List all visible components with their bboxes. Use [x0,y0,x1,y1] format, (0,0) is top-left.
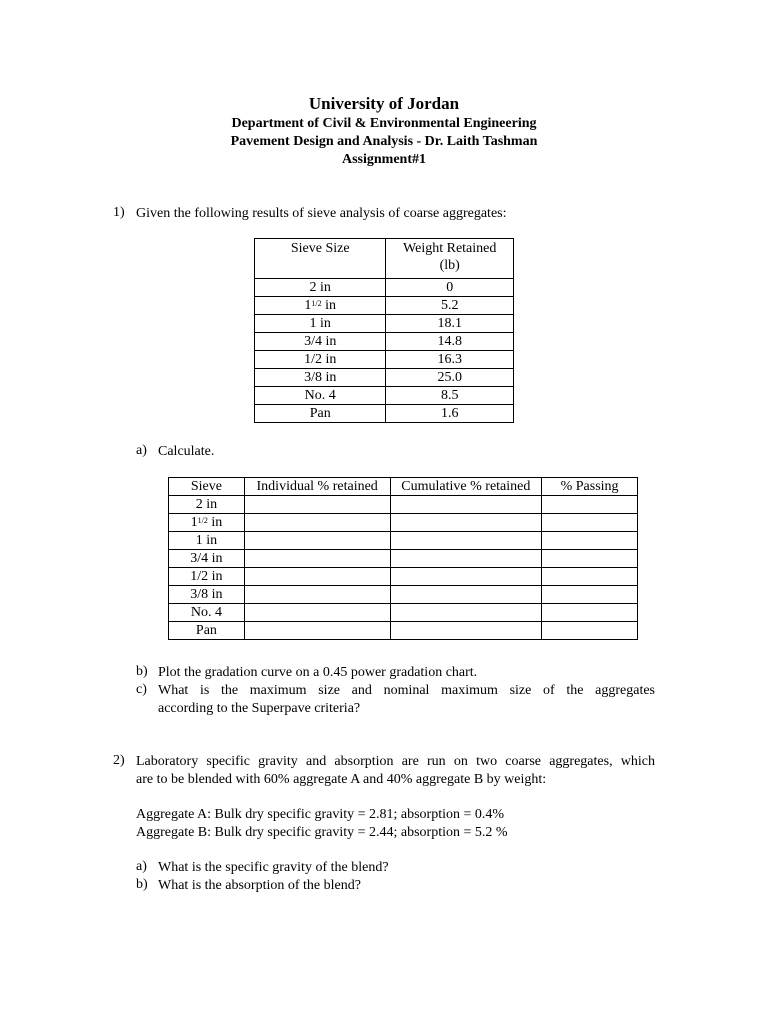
empty-cell [244,568,390,586]
sieve-cell: 1 in [169,532,245,550]
empty-cell [542,514,638,532]
sieve-cell: 2 in [255,279,386,297]
sieve-cell: 1/2 in [255,351,386,369]
empty-cell [542,532,638,550]
table-row [169,586,638,604]
empty-cell [542,586,638,604]
question-2-line-2: are to be blended with 60% aggregate A and 40% aggregate B by weight: [136,772,547,787]
table-row [169,622,638,640]
empty-cell [390,586,542,604]
aggregate-b-text: Aggregate B: Bulk dry specific gravity = 2.44; absorption = 5.2 % [136,825,508,840]
weight-cell: 14.8 [386,333,514,351]
weight-cell: 25.0 [386,369,514,387]
sieve-weight-table [254,238,514,423]
empty-cell [244,604,390,622]
course-heading: Pavement Design and Analysis - Dr. Laith Tashman [230,134,538,149]
table-row [255,315,514,333]
sieve-cell [255,297,386,315]
table-header-row [169,478,638,496]
table-row [255,279,514,297]
q2-part-a-label: a) [136,859,147,874]
sieve-cell: 2 in [169,496,245,514]
department-heading: Department of Civil & Environmental Engineering [231,116,537,131]
question-2-line-1: Laboratory specific gravity and absorption are run on two coarse aggregates, which [136,754,655,769]
question-1-text: Given the following results of sieve analysis of coarse aggregates: [136,206,507,221]
header-sieve: Sieve [169,478,245,496]
table-row [255,369,514,387]
table-row [255,297,514,315]
question-1-number: 1) [113,205,125,220]
sieve-main: 1 [304,298,312,313]
part-b-text: Plot the gradation curve on a 0.45 power gradation chart. [158,665,478,680]
sieve-main: 1 [190,515,198,530]
q2-part-a-text: What is the specific gravity of the blend? [158,860,389,875]
part-c-label: c) [136,682,147,697]
table-row [255,333,514,351]
empty-cell [390,622,542,640]
university-title: University of Jordan [308,94,460,113]
q2-part-b-text: What is the absorption of the blend? [158,878,361,893]
empty-cell [542,622,638,640]
empty-cell [390,514,542,532]
calculation-table [168,477,638,640]
sieve-unit: in [207,515,223,530]
assignment-heading: Assignment#1 [341,152,426,167]
aggregate-a-text: Aggregate A: Bulk dry specific gravity = 2.81; absorption = 0.4% [136,807,505,822]
empty-cell [390,568,542,586]
empty-cell [244,496,390,514]
table-row [169,532,638,550]
empty-cell [390,604,542,622]
sieve-fraction: 1/2 [197,516,208,525]
empty-cell [244,586,390,604]
part-c-line-1: What is the maximum size and nominal maximum size of the aggregates [158,683,655,698]
part-a-label: a) [136,443,147,458]
empty-cell [542,604,638,622]
empty-cell [390,496,542,514]
weight-cell: 1.6 [386,405,514,423]
weight-cell: 8.5 [386,387,514,405]
sieve-cell: 3/4 in [255,333,386,351]
header-weight-retained [386,239,514,279]
table-row [169,496,638,514]
sieve-cell: Pan [255,405,386,423]
header-individual-retained: Individual % retained [244,478,390,496]
weight-cell: 5.2 [386,297,514,315]
sieve-cell [169,514,245,532]
empty-cell [390,532,542,550]
weight-cell: 16.3 [386,351,514,369]
part-b-label: b) [136,664,148,679]
table-row [255,351,514,369]
sieve-fraction: 1/2 [311,299,322,308]
header-sieve-size: Sieve Size [255,239,386,279]
weight-cell: 18.1 [386,315,514,333]
empty-cell [244,622,390,640]
empty-cell [542,496,638,514]
sieve-unit: in [321,298,337,313]
empty-cell [390,550,542,568]
sieve-cell: 1 in [255,315,386,333]
sieve-cell: Pan [169,622,245,640]
empty-cell [244,514,390,532]
question-2-number: 2) [113,753,125,768]
empty-cell [244,550,390,568]
table-row [169,604,638,622]
sieve-cell: 1/2 in [169,568,245,586]
part-a-text: Calculate. [158,444,215,459]
sieve-cell: 3/8 in [169,586,245,604]
empty-cell [244,532,390,550]
header-cumulative-retained: Cumulative % retained [390,478,542,496]
sieve-cell: 3/4 in [169,550,245,568]
sieve-cell: 3/8 in [255,369,386,387]
sieve-cell: No. 4 [255,387,386,405]
table-row [169,514,638,532]
header-weight-label: Weight Retained [403,241,497,256]
table-row [169,568,638,586]
header-passing: % Passing [542,478,638,496]
header-weight-unit: (lb) [439,258,460,273]
part-c-line-2: according to the Superpave criteria? [158,701,361,716]
table-row [169,550,638,568]
empty-cell [542,568,638,586]
q2-part-b-label: b) [136,877,148,892]
weight-cell: 0 [386,279,514,297]
table-row [255,405,514,423]
empty-cell [542,550,638,568]
table-row [255,387,514,405]
table-header-row [255,239,514,279]
sieve-cell: No. 4 [169,604,245,622]
